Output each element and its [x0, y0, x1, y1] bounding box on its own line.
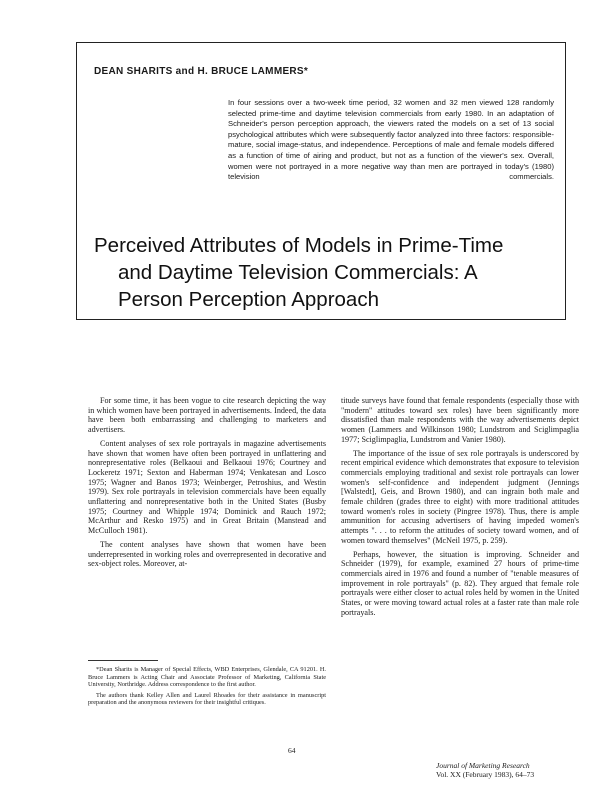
article-title	[94, 232, 554, 313]
page-number: 64	[288, 746, 296, 755]
journal-volume: Vol. XX (February 1983), 64–73	[436, 770, 535, 779]
journal-citation	[436, 761, 576, 779]
footnotes	[88, 666, 326, 710]
body-paragraph: titude surveys have found that female respondents (especially those with "modern" attitudes toward sex roles) have been significantly more dissatisfied than male respondents with the way advertisements depict women (Lammers and Wilkinson 1980; Lundstrom and Sciglimpaglia 1977; Sciglimpaglia, Lundstrom and Vanier 1980).	[341, 396, 579, 444]
title-line-1: Perceived Attributes of Models in Prime-Time	[94, 234, 504, 257]
body-paragraph: Content analyses of sex role portrayals in magazine advertisements have shown that women have often been portrayed in unflattering and nonrepresentative roles (Belkaoui and Belkaoui 1976; Courtney and Lockeretz 1971; Sexton and Haberman 1974; Venkatesan and Losco 1975; Wagner and Banos 1973; Weinberger, Petroshius, and Westin 1979). Sex role portrayals in television commercials have been equally unflattering and nonrepresentative both in the United States (Busby 1975; Courtney and Whipple 1974; Dominick and Rauch 1972; McArthur and Resko 1975) and in Great Britain (Manstead and McCulloch 1981).	[88, 438, 326, 536]
body-paragraph: Perhaps, however, the situation is improving. Schneider and Schneider (1979), for example, examined 27 hours of prime-time commercials aired in 1976 and found a number of "tenable measures of improvement in role portrayals" (p. 82). They argued that female role portrayals were either closer to actual roles held by women in the United States, or were moving toward actual roles at a faster rate than male role portrayals.	[341, 549, 579, 617]
article-abstract: In four sessions over a two-week time period, 32 women and 32 men viewed 128 randomly selected prime-time and daytime television commercials from early 1980. In an adaptation of Schneider's person perception approach, the viewers rated the models on a set of 13 social psychological attributes which were subsequently factor analyzed into three factors: responsible-mature, social image-status, and independence. Perceptions of male and female models differed as a function of time of airing and product, but not as a function of the viewer's sex. Overall, women were not portrayed in a more negative way than men are portrayed in today's (1980) television commercials.	[228, 98, 554, 182]
body-column-right	[341, 396, 579, 621]
body-paragraph: For some time, it has been vogue to cite research depicting the way in which women have been portrayed in advertisements. Indeed, the data have been both embarrassing and challenging to marketers and advertisers.	[88, 396, 326, 435]
journal-name: Journal of Marketing Research	[436, 761, 530, 770]
title-line-3: Person Perception Approach	[118, 288, 379, 311]
footnote-author-affiliation: *Dean Sharits is Manager of Special Effects, WBD Enterprises, Glendale, CA 91201. H. Bruce Lammers is Acting Chair and Associate Professor of Marketing, California State University, Northridge. Address correspondence to the first author.	[88, 666, 326, 689]
footnote-acknowledgment: The authors thank Kelley Allen and Laurel Rhoades for their assistance in manuscript preparation and the anonymous reviewers for their insightful critiques.	[88, 691, 326, 707]
body-column-left	[88, 396, 326, 573]
title-line-2: and Daytime Television Commercials: A	[118, 261, 478, 284]
footnote-divider	[88, 660, 158, 661]
body-paragraph: The content analyses have shown that women have been underrepresented in working roles and overrepresented in decorative and sex-object roles. Moreover, at-	[88, 539, 326, 569]
body-paragraph: The importance of the issue of sex role portrayals is underscored by recent empirical evidence which demonstrates that exposure to television commercials employing traditional and sexist role portrayals can lower women's self-confidence and independent judgment (Jennings [Walstedt], Geis, and Brown 1980), and can ingrain both male and female children (grades three to eight) with more traditional attitudes toward women's roles in society (Pingree 1978). Thus, there is ample ammunition for accusing advertisers of having impeded women's attempts ". . . to reform the attitudes of society toward women, and of women toward themselves" (McNeil 1975, p. 259).	[341, 448, 579, 545]
article-authors: DEAN SHARITS and H. BRUCE LAMMERS*	[94, 66, 309, 77]
